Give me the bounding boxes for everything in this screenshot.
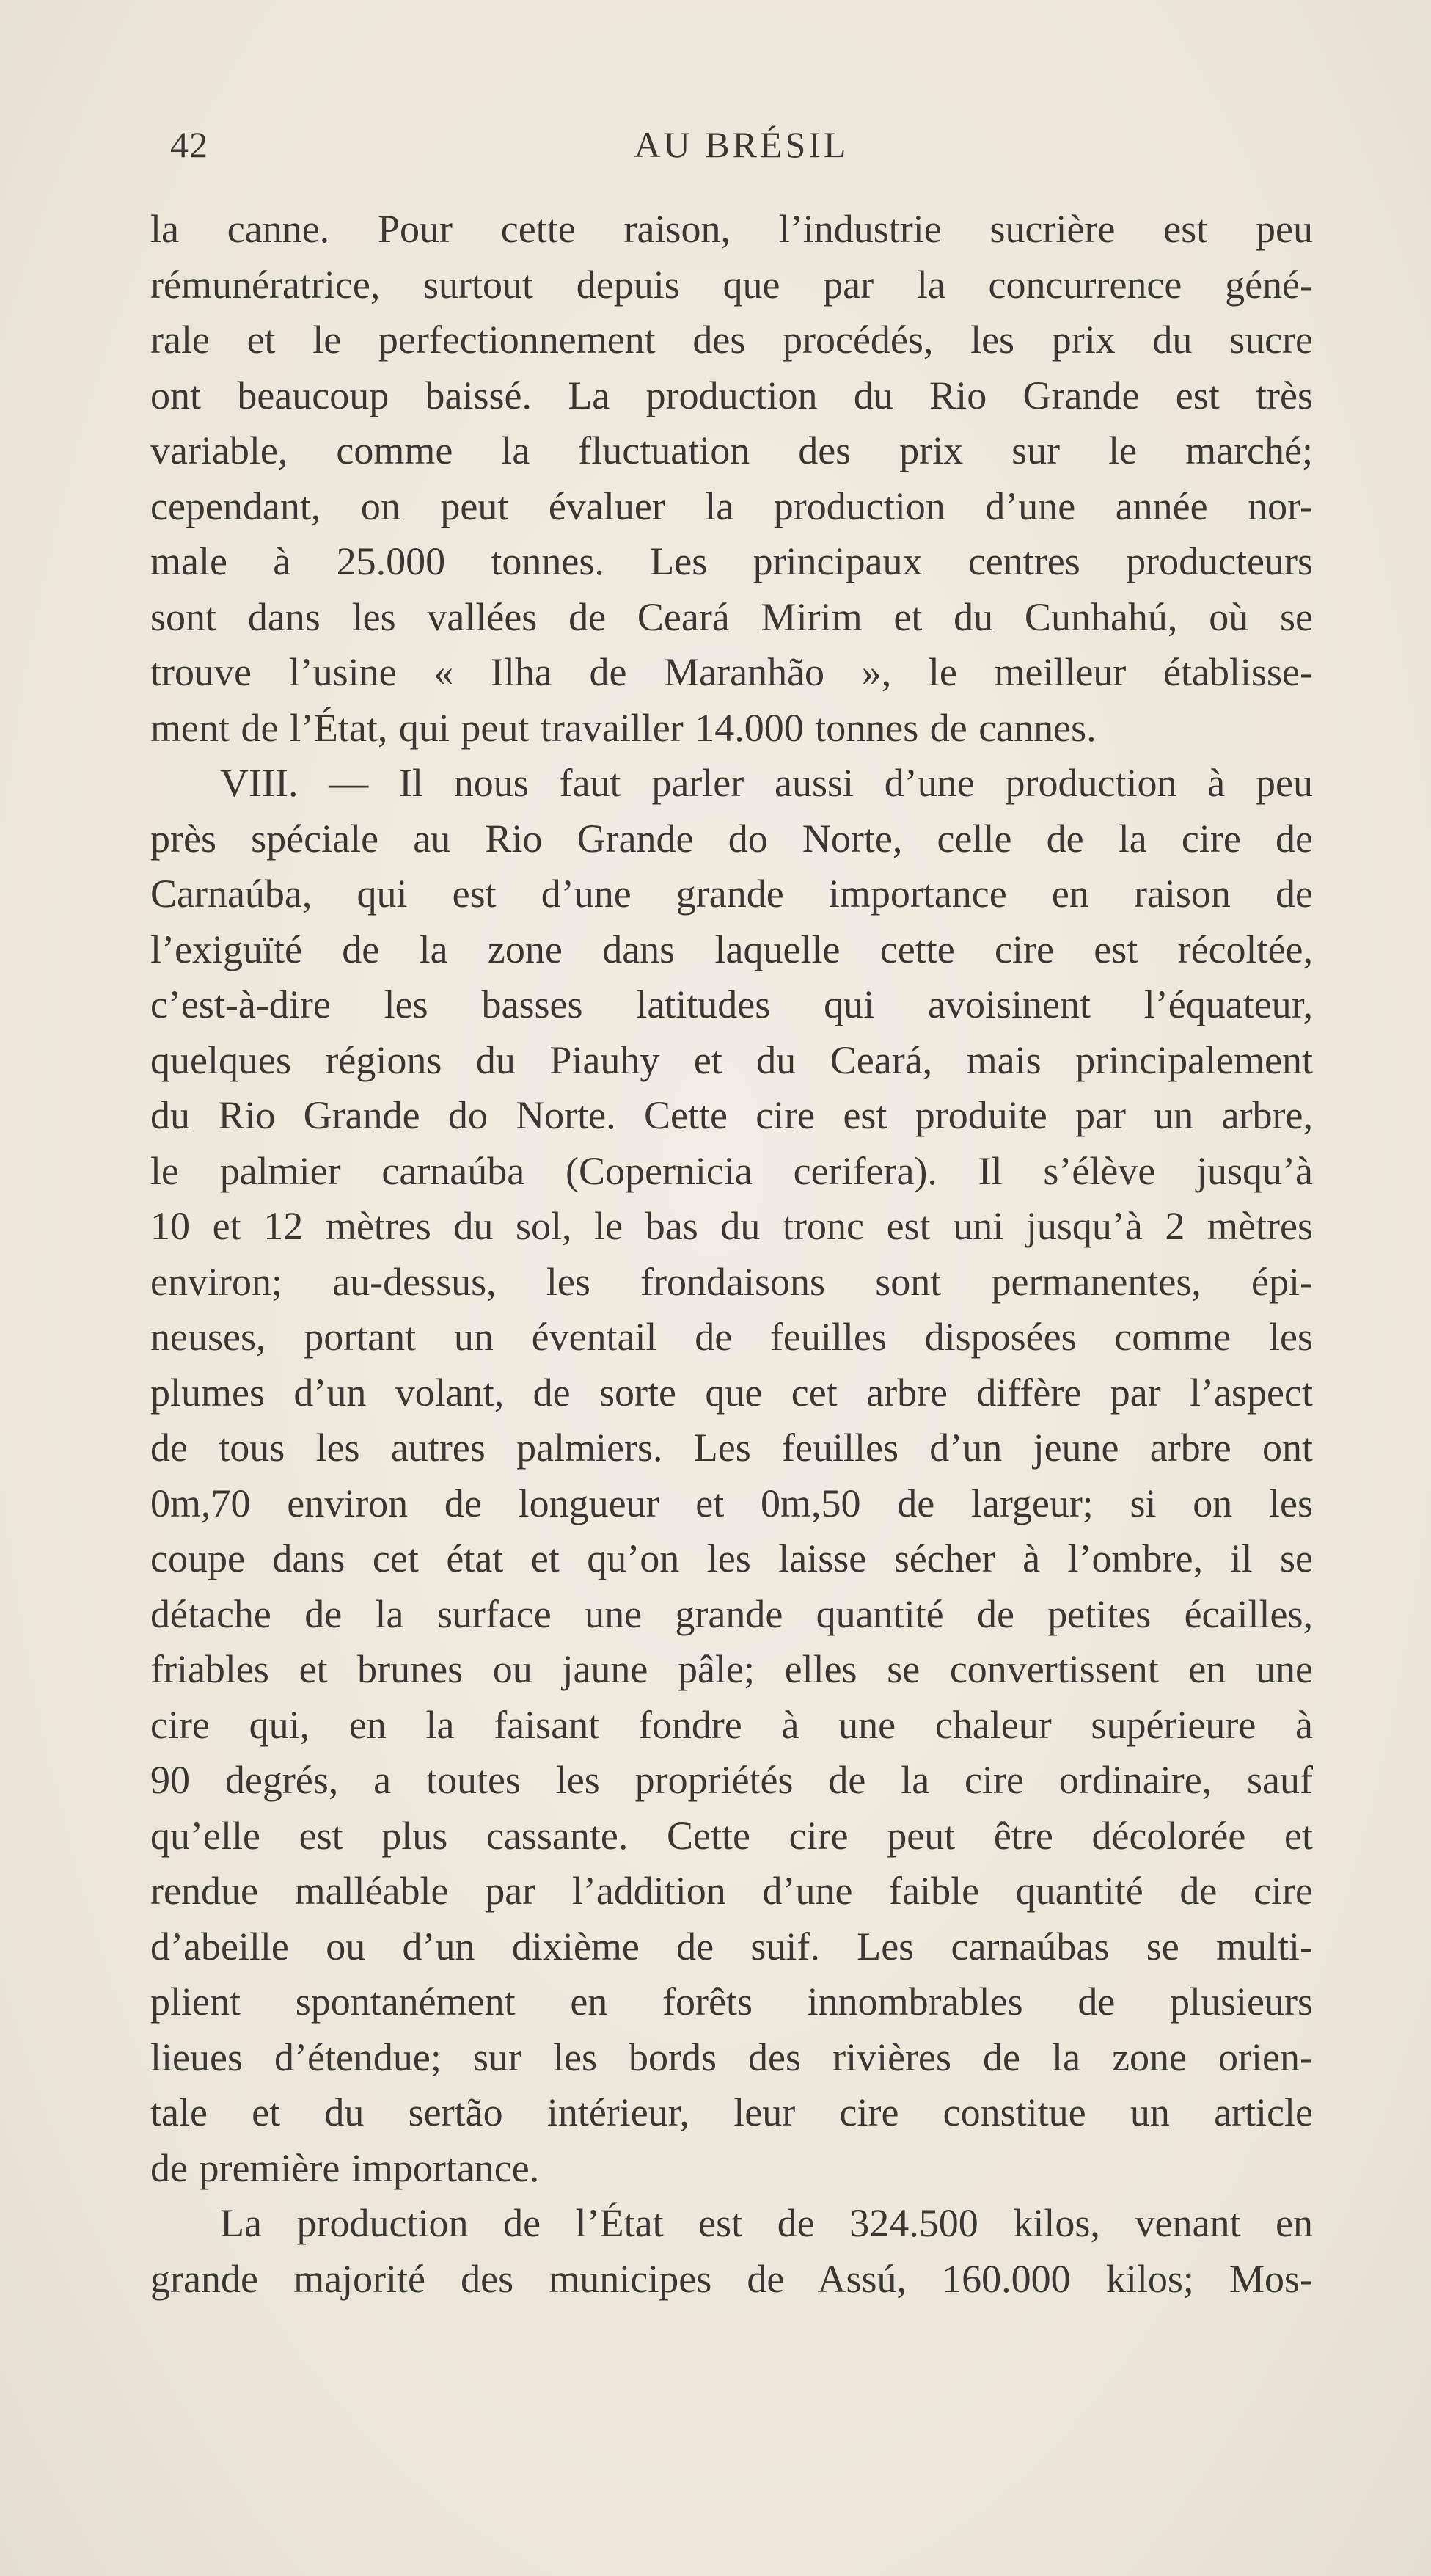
text-line: 0m,70 environ de longueur et 0m,50 de largeur; si on les — [150, 1481, 1313, 1525]
text-line: la canne. Pour cette raison, l’industrie sucrière est peu — [150, 207, 1313, 251]
text-line: c’est-à-dire les basses latitudes qui avoisinent l’équateur, — [150, 982, 1313, 1026]
text-line: de première importance. — [150, 2145, 540, 2190]
text-line: ment de l’État, qui peut travailler 14.000 tonnes de cannes. — [150, 705, 1097, 750]
text-line: coupe dans cet état et qu’on les laisse sécher à l’ombre, il se — [150, 1536, 1313, 1580]
text-line: qu’elle est plus cassante. Cette cire peut être décolorée et — [150, 1813, 1313, 1858]
text-line: rendue malléable par l’addition d’une faible quantité de cire — [150, 1869, 1313, 1913]
text-line: rémunératrice, surtout depuis que par la concurrence géné- — [150, 262, 1313, 307]
text-line: 90 degrés, a toutes les propriétés de la cire ordinaire, sauf — [150, 1758, 1313, 1802]
text-line: plumes d’un volant, de sorte que cet arbre diffère par l’aspect — [150, 1370, 1313, 1415]
text-line: environ; au-dessus, les frondaisons sont permanentes, épi- — [150, 1259, 1313, 1304]
text-line: trouve l’usine « Ilha de Maranhão », le meilleur établisse- — [150, 650, 1313, 694]
text-line: rale et le perfectionnement des procédés, les prix du sucre — [150, 318, 1313, 362]
page-number: 42 — [170, 124, 208, 165]
text-line: ont beaucoup baissé. La production du Rio Grande est très — [150, 373, 1313, 417]
text-line: le palmier carnaúba (Copernicia cerifera). Il s’élève jusqu’à — [150, 1148, 1313, 1193]
text-line: Carnaúba, qui est d’une grande importance en raison de — [150, 872, 1313, 916]
text-line: tale et du sertão intérieur, leur cire constitue un article — [150, 2090, 1313, 2134]
body-text — [150, 202, 1313, 2307]
text-line: l’exiguïté de la zone dans laquelle cette cire est récoltée, — [150, 927, 1313, 971]
text-line: détache de la surface une grande quantité de petites écailles, — [150, 1591, 1313, 1636]
text-line: variable, comme la fluctuation des prix sur le marché; — [150, 428, 1313, 472]
text-line: grande majorité des municipes de Assú, 160.000 kilos; Mos- — [150, 2256, 1313, 2301]
running-title: AU BRÉSIL — [634, 124, 849, 165]
text-line: neuses, portant un éventail de feuilles disposées comme les — [150, 1315, 1313, 1359]
text-line: male à 25.000 tonnes. Les principaux centres producteurs — [150, 539, 1313, 583]
text-line: sont dans les vallées de Ceará Mirim et du Cunhahú, où se — [150, 594, 1313, 639]
text-line: d’abeille ou d’un dixième de suif. Les carnaúbas se multi- — [150, 1924, 1313, 1969]
text-line: lieues d’étendue; sur les bords des rivières de la zone orien- — [150, 2035, 1313, 2079]
text-line: plient spontanément en forêts innombrables de plusieurs — [150, 1980, 1313, 2024]
text-line: quelques régions du Piauhy et du Ceará, mais principalement — [150, 1037, 1313, 1082]
running-head — [170, 123, 1313, 167]
text-line: La production de l’État est de 324.500 kilos, venant en — [220, 2201, 1313, 2245]
text-line: friables et brunes ou jaune pâle; elles se convertissent en une — [150, 1647, 1313, 1691]
text-line: du Rio Grande do Norte. Cette cire est produite par un arbre, — [150, 1093, 1313, 1137]
text-line: VIII. — Il nous faut parler aussi d’une production à peu — [220, 761, 1313, 805]
text-line: 10 et 12 mètres du sol, le bas du tronc est uni jusqu’à 2 mètres — [150, 1204, 1313, 1248]
text-line: cependant, on peut évaluer la production d’une année nor- — [150, 484, 1313, 528]
text-line: de tous les autres palmiers. Les feuilles d’un jeune arbre ont — [150, 1426, 1313, 1470]
text-line: cire qui, en la faisant fondre à une chaleur supérieure à — [150, 1702, 1313, 1747]
text-line: près spéciale au Rio Grande do Norte, celle de la cire de — [150, 816, 1313, 861]
